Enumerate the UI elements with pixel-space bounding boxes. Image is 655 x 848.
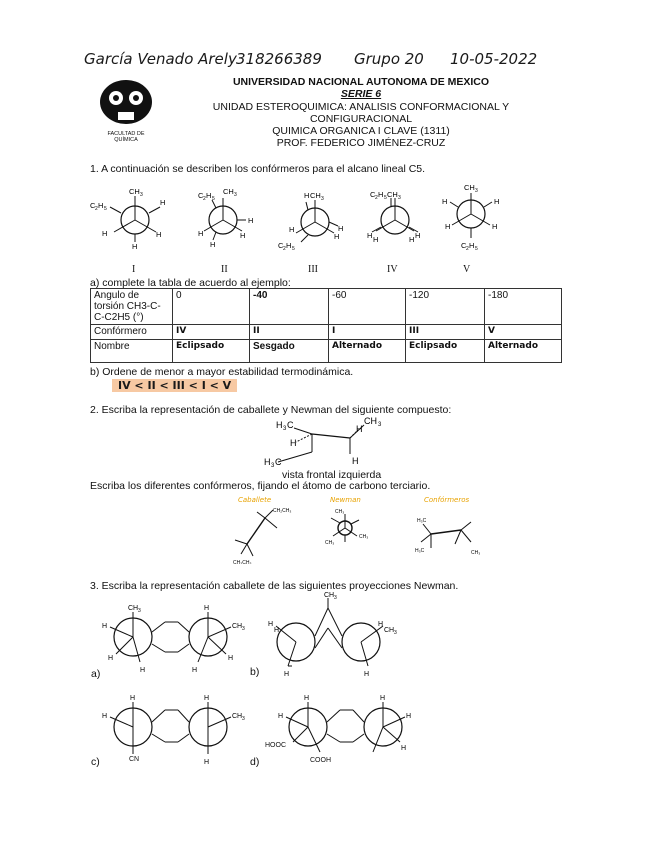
svg-text:H: H: [210, 240, 216, 249]
svg-text:H: H: [334, 232, 340, 241]
q3-label-a: a): [91, 668, 101, 680]
q1-order-prompt: b) Ordene de menor a mayor estabilidad termodinámica.: [90, 366, 354, 378]
svg-text:3: 3: [271, 463, 275, 469]
svg-text:CH₃: CH₃: [359, 534, 369, 540]
svg-text:5: 5: [384, 195, 387, 201]
svg-text:3: 3: [394, 630, 397, 636]
svg-text:5: 5: [104, 206, 107, 212]
name-cell: Eclipsado: [173, 340, 250, 363]
svg-text:C: C: [461, 241, 467, 250]
svg-text:CH: CH: [384, 627, 395, 634]
svg-text:3: 3: [242, 626, 245, 632]
svg-text:2: 2: [203, 196, 206, 202]
student-sketches: [225, 504, 505, 564]
university-title: UNIVERSIDAD NACIONAL AUTONOMA DE MEXICO: [232, 76, 490, 88]
svg-text:3: 3: [398, 195, 401, 201]
svg-text:H: H: [240, 231, 246, 240]
svg-text:H: H: [409, 235, 415, 244]
svg-text:H: H: [415, 231, 421, 240]
svg-text:H₃C: H₃C: [415, 548, 425, 554]
newman-projections-q3: [88, 592, 418, 772]
owl-logo-icon: [96, 76, 156, 126]
svg-text:H: H: [108, 655, 114, 662]
table-row-conformers: [91, 325, 562, 340]
svg-text:H: H: [378, 621, 384, 628]
svg-text:H: H: [492, 222, 498, 231]
svg-text:H: H: [268, 621, 274, 628]
svg-text:H: H: [228, 655, 234, 662]
svg-text:H: H: [156, 230, 162, 239]
row-label-conformer: Confórmero: [91, 325, 173, 340]
sawhorse-compound: [250, 412, 410, 472]
stability-order-answer: IV < II < III < I < V: [112, 379, 237, 392]
q2-sub-prompt: Escriba los diferentes confórmeros, fijando el átomo de carbono terciario.: [90, 480, 431, 492]
svg-text:2: 2: [466, 246, 469, 252]
professor-line: PROF. FEDERICO JIMÉNEZ-CRUZ: [276, 137, 446, 149]
conformer-cell: V: [485, 325, 562, 340]
svg-text:5: 5: [292, 246, 295, 252]
svg-text:H: H: [304, 695, 310, 702]
numeral-1: I: [132, 264, 136, 275]
angle-cell: -120: [406, 289, 485, 325]
svg-text:H: H: [445, 222, 451, 231]
angle-cell: -180: [485, 289, 562, 325]
svg-text:CH₃: CH₃: [335, 509, 345, 515]
conformer-cell: IV: [173, 325, 250, 340]
conformer-cell: II: [250, 325, 329, 340]
student-id: 318266389: [236, 50, 322, 68]
name-cell: Alternado: [485, 340, 562, 363]
q3-prompt: 3. Escriba la representación caballete de las siguientes proyecciones Newman.: [90, 580, 459, 592]
svg-text:H: H: [284, 671, 290, 678]
newman-c: [102, 695, 245, 766]
newman-conformers-c5: [88, 180, 518, 260]
newman-b: [268, 592, 397, 678]
svg-text:3: 3: [283, 426, 287, 432]
student-name: García Venado Arely: [84, 50, 237, 68]
svg-text:5: 5: [475, 246, 478, 252]
svg-text:H: H: [278, 713, 284, 720]
svg-text:CH₃CH₃: CH₃CH₃: [233, 560, 252, 564]
hw-newman-label: Newman: [330, 496, 361, 504]
faculty-logo: [96, 76, 156, 144]
svg-text:H₃C: H₃C: [417, 518, 427, 524]
svg-text:C: C: [278, 241, 284, 250]
svg-text:H: H: [160, 198, 166, 207]
svg-text:H: H: [401, 745, 407, 752]
svg-text:H: H: [352, 456, 359, 466]
logo-caption: FACULTAD DE QUÍMICA: [107, 131, 145, 143]
substituent-hooc: HOOC: [265, 742, 286, 749]
svg-text:CH: CH: [232, 713, 243, 720]
sketch-conformers: [415, 518, 480, 556]
table-row-angles: [91, 289, 562, 325]
sketch-newman: [325, 509, 368, 546]
svg-text:CH: CH: [464, 183, 475, 192]
svg-text:H: H: [140, 667, 146, 674]
roman-numeral-row: [0, 264, 655, 278]
svg-text:CH: CH: [129, 187, 140, 196]
numeral-4: IV: [387, 264, 398, 275]
q1-table-prompt: a) complete la tabla de acuerdo al ejemplo:: [90, 277, 291, 289]
q2-prompt: 2. Escriba la representación de caballete y Newman del siguiente compuesto:: [90, 404, 452, 416]
name-cell: Sesgado: [250, 340, 329, 363]
name-cell: Alternado: [329, 340, 406, 363]
name-cell: Eclipsado: [406, 340, 485, 363]
svg-text:H: H: [469, 241, 475, 250]
svg-text:CH: CH: [223, 187, 234, 196]
svg-text:H: H: [286, 241, 292, 250]
svg-text:2: 2: [95, 206, 98, 212]
svg-text:CH₂CH₃: CH₂CH₃: [273, 508, 292, 514]
svg-text:3: 3: [138, 608, 141, 614]
row-label-name: Nombre: [91, 340, 173, 363]
hw-conformers-label: Confórmeros: [424, 496, 470, 504]
svg-text:5: 5: [212, 196, 215, 202]
svg-text:H: H: [380, 695, 386, 702]
svg-text:H: H: [192, 667, 198, 674]
svg-text:H: H: [248, 216, 254, 225]
newman-d: [278, 695, 411, 752]
svg-text:H: H: [132, 242, 138, 251]
numeral-2: II: [221, 264, 228, 275]
svg-text:H: H: [289, 225, 295, 234]
svg-text:H: H: [356, 424, 363, 434]
svg-text:C: C: [287, 420, 294, 430]
svg-text:CH: CH: [364, 416, 377, 426]
svg-text:CH: CH: [232, 623, 243, 630]
svg-text:CH: CH: [128, 605, 139, 612]
svg-text:H: H: [198, 229, 204, 238]
svg-text:H: H: [102, 623, 108, 630]
svg-text:H: H: [406, 713, 412, 720]
numeral-5: V: [463, 264, 471, 275]
unit-line-1: UNIDAD ESTEROQUIMICA: ANALISIS CONFORMACIONAL Y: [212, 101, 510, 113]
svg-text:H: H: [102, 229, 108, 238]
svg-text:H: H: [276, 420, 283, 430]
conformer-cell: III: [406, 325, 485, 340]
svg-text:3: 3: [242, 716, 245, 722]
svg-text:H: H: [274, 627, 280, 634]
svg-text:C: C: [90, 201, 96, 210]
q3-label-c: c): [91, 756, 100, 768]
svg-text:H: H: [442, 197, 448, 206]
newman-conformer-5: [442, 183, 499, 252]
svg-text:CH₃: CH₃: [325, 540, 335, 546]
svg-text:CH: CH: [387, 190, 398, 199]
date: 10-05-2022: [450, 50, 538, 68]
course-line: QUIMICA ORGANICA I CLAVE (1311): [272, 125, 450, 137]
angle-cell: 0: [173, 289, 250, 325]
svg-text:3: 3: [334, 595, 337, 601]
newman-conformer-4: [367, 190, 420, 244]
q3-label-d: d): [250, 756, 260, 768]
svg-text:H: H: [378, 190, 384, 199]
substituent-cooh: COOH: [310, 757, 331, 764]
svg-text:H: H: [338, 224, 344, 233]
svg-text:H: H: [373, 235, 379, 244]
substituent-cn: CN: [129, 756, 140, 763]
svg-text:CH: CH: [324, 592, 335, 599]
svg-text:H: H: [204, 695, 210, 702]
newman-a: [102, 605, 245, 674]
row-label-angle: Angulo de torsión CH3-C-C-C2H5 (°): [91, 289, 173, 325]
svg-text:2: 2: [375, 195, 378, 201]
svg-text:C: C: [198, 191, 204, 200]
svg-text:H: H: [494, 197, 500, 206]
angle-cell: -60: [329, 289, 406, 325]
svg-text:H: H: [102, 713, 108, 720]
svg-text:H: H: [206, 191, 212, 200]
q3-label-b: b): [250, 666, 260, 678]
svg-text:H: H: [367, 231, 373, 240]
series-title: SERIE 6: [340, 88, 382, 100]
svg-text:C: C: [275, 457, 282, 467]
newman-conformer-1: [90, 187, 165, 251]
svg-text:H: H: [204, 605, 210, 612]
sketch-caballete: [233, 508, 291, 564]
svg-text:3: 3: [234, 192, 237, 198]
svg-text:H: H: [130, 695, 136, 702]
view-label: vista frontal izquierda: [282, 469, 382, 481]
svg-text:H: H: [204, 759, 210, 766]
svg-text:C: C: [370, 190, 376, 199]
svg-text:H: H: [364, 671, 370, 678]
svg-text:CH: CH: [310, 191, 321, 200]
newman-conformer-2: [198, 187, 253, 249]
svg-text:3: 3: [321, 196, 324, 202]
svg-text:3: 3: [140, 192, 143, 198]
q1-prompt: 1. A continuación se describen los confórmeros para el alcano lineal C5.: [90, 163, 426, 175]
table-row-names: [91, 340, 562, 363]
conformer-cell: I: [329, 325, 406, 340]
svg-text:CH₃: CH₃: [471, 550, 481, 556]
numeral-3: III: [308, 264, 318, 275]
hw-caballete-label: Caballete: [238, 496, 272, 504]
svg-text:H: H: [264, 457, 271, 467]
angle-cell: -40: [250, 289, 329, 325]
svg-text:2: 2: [283, 246, 286, 252]
conformer-table: [90, 288, 562, 363]
svg-text:3: 3: [475, 188, 478, 194]
svg-text:3: 3: [378, 422, 382, 428]
group-number: Grupo 20: [354, 50, 424, 68]
svg-text:H: H: [304, 191, 310, 200]
svg-text:H: H: [98, 201, 104, 210]
unit-line-2: CONFIGURACIONAL: [309, 113, 413, 125]
newman-conformer-3: [278, 191, 343, 252]
svg-text:H: H: [290, 438, 297, 448]
